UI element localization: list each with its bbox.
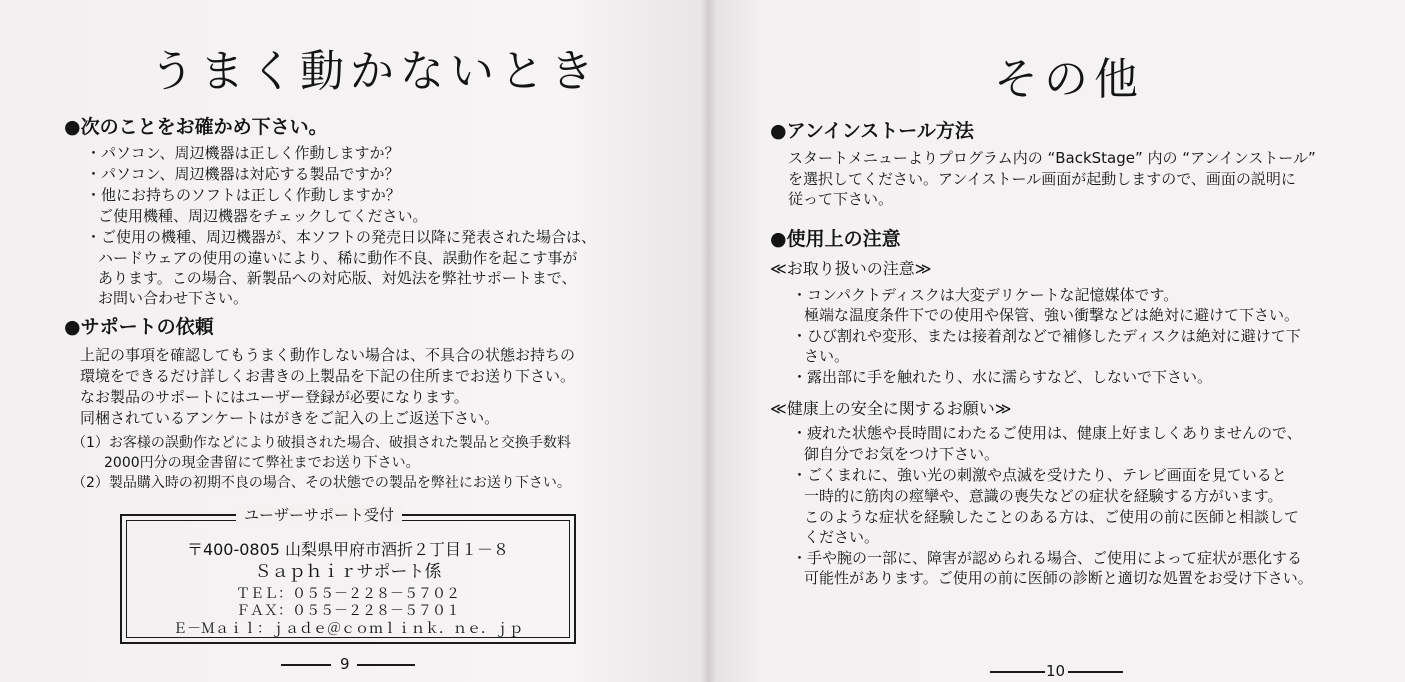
page-number-rule-left (281, 664, 331, 666)
section-heading-support-request: ●サポートの依頼 (64, 316, 214, 338)
section-heading-uninstall: ●アンインストール方法 (770, 120, 974, 142)
health-line: このような症状を経験したことのある方は、ご使用の前に医師と相談して (804, 508, 1300, 526)
user-support-box (120, 506, 576, 644)
support-request-line: 2000円分の現金書留にて弊社までお送り下さい。 (104, 455, 420, 471)
page-number-right: 10 (1046, 662, 1066, 680)
health-line: ・ごくまれに、強い光の刺激や点滅を受けたり、テレビ画面を見ていると (792, 466, 1287, 484)
handling-line: ・ひび割れや変形、または接着剤などで補修したディスクは絶対に避けて下 (792, 327, 1301, 345)
health-line: ・手や腕の一部に、障害が認められる場合、ご使用によって症状が悪化する (792, 549, 1303, 567)
left-page-title: うまく動かないとき (150, 46, 600, 97)
health-line: ・疲れた状態や長時間にわたるご使用は、健康上好ましくありませんので、 (792, 424, 1302, 442)
support-request-line: 上記の事項を確認してもうまく動作しない場合は、不具合の状態お持ちの (80, 346, 576, 364)
checklist-line: ご使用機種、周辺機器をチェックしてください。 (98, 207, 428, 225)
right-page-title: その他 (994, 54, 1144, 105)
health-line: 御自分でお気をつけ下さい。 (804, 445, 1000, 463)
page-number-rule-right (357, 664, 415, 666)
checklist-line: お問い合わせ下さい。 (98, 289, 249, 307)
page-number-left: 9 (340, 655, 350, 673)
right-page (708, 0, 1405, 682)
health-line: 一時的に筋肉の痙攣や、意識の喪失などの症状を経験する方がいます。 (804, 487, 1283, 505)
support-request-line: 環境をできるだけ詳しくお書きの上製品を下記の住所までお送り下さい。 (80, 367, 576, 385)
support-name: Ｓａｐｈｉｒサポート係 (254, 562, 442, 582)
handling-line: 極端な温度条件下での使用や保管、強い衝撃などは絶対に避けて下さい。 (804, 306, 1300, 324)
uninstall-line: 従って下さい。 (788, 190, 894, 208)
checklist-line: ・ご使用の機種、周辺機器が、本ソフトの発売日以降に発表された場合は、 (86, 228, 597, 246)
support-email: Ｅ－Ｍａｉｌ：ｊａｄｅ＠ｃｏｍｌｉｎｋ．ｎｅ．ｊｐ (173, 621, 523, 637)
checklist-line: ・他にお持ちのソフトは正しく作動しますか？ (86, 186, 401, 204)
handling-line: さい。 (804, 347, 850, 365)
support-request-line: （2）製品購入時の初期不良の場合、その状態での製品を弊社にお送り下さい。 (72, 475, 571, 491)
checklist-line: ハードウェアの使用の違いにより、稀に動作不良、誤動作を起こす事が (98, 249, 578, 267)
support-request-line: 同梱されているアンケートはがきをご記入の上ご返送下さい。 (80, 409, 500, 427)
subheading-handling: ≪お取り扱いの注意≫ (770, 259, 932, 278)
section-heading-usage-notes: ●使用上の注意 (770, 228, 901, 250)
checklist-line: ・パソコン、周辺機器は対応する製品ですか？ (86, 165, 400, 183)
support-request-line: （1）お客様の誤動作などにより破損された場合、破損された製品と交換手数料 (72, 435, 571, 451)
support-tel: ＴＥＬ：０５５－２２８－５７０２ (236, 586, 460, 602)
support-request-line: なお製品のサポートにはユーザー登録が必要になります。 (80, 388, 469, 406)
checklist-line: ・パソコン、周辺機器は正しく作動しますか？ (86, 144, 400, 162)
subheading-health: ≪健康上の安全に関するお願い≫ (770, 399, 1012, 418)
page-number-rule-left (990, 671, 1045, 673)
handling-line: ・露出部に手を触れたり、水に濡らすなど、しないで下さい。 (792, 368, 1213, 386)
checklist-line: あります。この場合、新製品への対応版、対処法を弊社サポートまで、 (98, 269, 577, 287)
handling-line: ・コンパクトディスクは大変デリケートな記憶媒体です。 (792, 286, 1179, 304)
support-box-title: ユーザーサポート受付 (236, 505, 402, 525)
section-heading-checklist: ●次のことをお確かめ下さい。 (64, 116, 328, 138)
support-fax: ＦＡＸ：０５５－２２８－５７０１ (236, 603, 460, 619)
uninstall-line: を選択してください。アンイストール画面が起動しますので、画面の説明に (788, 170, 1296, 188)
book-gutter (700, 0, 716, 682)
uninstall-line: スタートメニューよりプログラム内の “BackStage” 内の “アンインストール” (788, 149, 1316, 167)
health-line: 可能性があります。ご使用の前に医師の診断と適切な処置をお受け下さい。 (804, 569, 1313, 587)
health-line: ください。 (804, 528, 880, 546)
page-number-rule-right (1068, 671, 1123, 673)
support-address: 〒400-0805 山梨県甲府市酒折２丁目１－８ (186, 540, 510, 559)
